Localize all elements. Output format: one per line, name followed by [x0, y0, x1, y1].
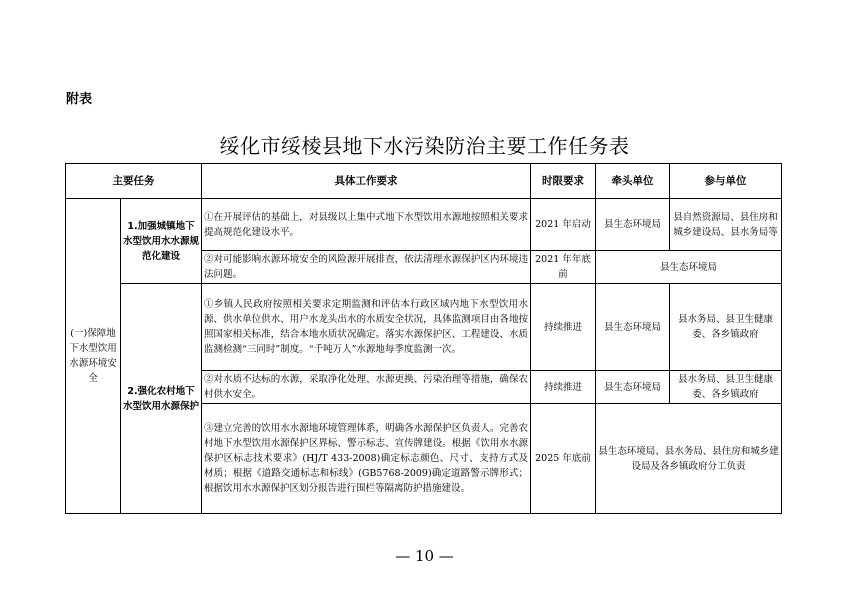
lead-cell: 县生态环境局 [596, 199, 670, 251]
table-header-row [66, 164, 782, 199]
requirement-cell: ①在开展评估的基础上，对县级以上集中式地下水型饮用水源地按照相关要求提高规范化建设水平。 [202, 199, 531, 251]
header-main-task: 主要任务 [66, 164, 202, 199]
participants-cell: 县自然资源局、县住房和城乡建设局、县水务局等 [670, 199, 782, 251]
table-row [66, 199, 782, 251]
lead-participants-cell: 县生态环境局、县水务局、县住房和城乡建设局及各乡镇政府分工负责 [596, 404, 782, 514]
category-cell: (一)保障地下水型饮用水源环境安全 [66, 199, 121, 514]
header-participants: 参与单位 [670, 164, 782, 199]
lead-cell: 县生态环境局 [596, 371, 670, 404]
appendix-label: 附表 [66, 92, 93, 107]
requirement-cell: ③建立完善的饮用水水源地环境管理体系，明确各水源保护区负责人。完善农村地下水型饮用水源保护区界标、警示标志、宣传牌建设。根据《饮用水水源保护区标志技术要求》(HJ/T 433-2008)确定标志颜色、尺寸、支持方式及材质；根据《道路交通标志和标线》(GB5768-2009)确定道路警示牌形式；根据饮用水水源保护区划分报告进行围栏等隔离防护措施建设。 [202, 404, 531, 514]
participants-cell: 县水务局、县卫生健康委、各乡镇政府 [670, 371, 782, 404]
participants-cell: 县水务局、县卫生健康委、各乡镇政府 [670, 284, 782, 371]
subtask-1: 1.加强城镇地下水型饮用水水源规范化建设 [121, 199, 202, 284]
task-table [65, 163, 782, 514]
lead-participants-cell: 县生态环境局 [596, 251, 782, 284]
header-requirements: 具体工作要求 [202, 164, 531, 199]
table-row [66, 284, 782, 371]
deadline-cell: 2021 年启动 [531, 199, 596, 251]
deadline-cell: 持续推进 [531, 371, 596, 404]
deadline-cell: 2025 年底前 [531, 404, 596, 514]
lead-cell: 县生态环境局 [596, 284, 670, 371]
header-deadline: 时限要求 [531, 164, 596, 199]
page-title: 绥化市绥棱县地下水污染防治主要工作任务表 [219, 134, 630, 158]
deadline-cell: 持续推进 [531, 284, 596, 371]
deadline-cell: 2021 年年底前 [531, 251, 596, 284]
requirement-cell: ②对可能影响水源环境安全的风险源开展排查，依法清理水源保护区内环境违法问题。 [202, 251, 531, 284]
requirement-cell: ①乡镇人民政府按照相关要求定期监测和评估本行政区域内地下水型饮用水源、供水单位供水、用户水龙头出水的水质安全状况，具体监测项目由各地按照国家相关标准，结合本地水质状况确定。落实水源保护区、工程建设、水质监测检测“三同时”制度。“千吨万人”水源地每季度监测一次。 [202, 284, 531, 371]
requirement-cell: ②对水质不达标的水源，采取净化处理、水源更换、污染治理等措施，确保农村供水安全。 [202, 371, 531, 404]
header-lead: 牵头单位 [596, 164, 670, 199]
subtask-2: 2.强化农村地下水型饮用水源保护 [121, 284, 202, 514]
page-number: — 10 — [395, 547, 454, 565]
